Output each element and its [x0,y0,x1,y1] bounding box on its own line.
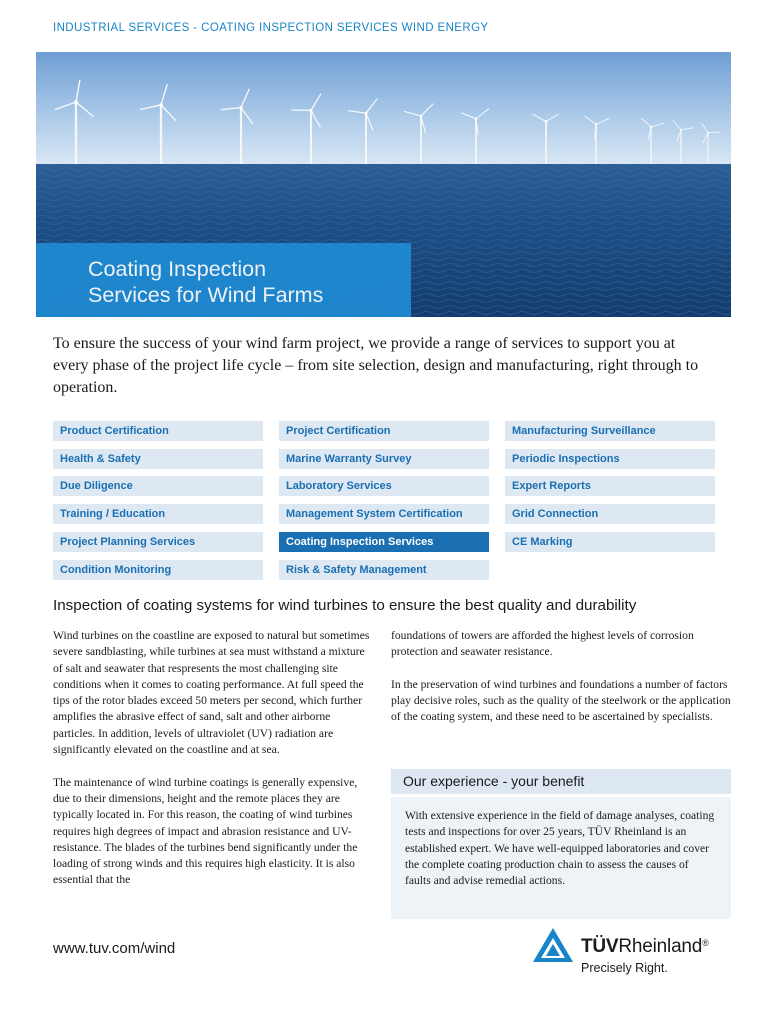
brand-name [581,936,709,958]
service-condition-monitoring[interactable]: Condition Monitoring [53,560,263,580]
brand-tuv: TÜV [581,936,619,957]
experience-title: Our experience - your benefit [403,773,585,789]
body-paragraph: The maintenance of wind turbine coatings is generally expensive, due to their dimensions, height and the remote places they are typically located in. For this reason, the coating of wind turbines requires high degrees of impact and abrasion resistance and UV-resistance. The blades of the turbines bend significantly under the loading of strong winds and this requires high elasticity. It is also essential that the [53,775,358,887]
service-risk-safety-management[interactable]: Risk & Safety Management [279,560,489,580]
service-coating-inspection-active[interactable]: Coating Inspection Services [279,532,489,552]
service-laboratory-services[interactable]: Laboratory Services [279,476,489,496]
intro-paragraph: To ensure the success of your wind farm project, we provide a range of services to support you at every phase of the project life cycle – from site selection, design and manufacturing, right through to operation. [53,335,699,396]
body-column-right [391,628,731,742]
hero-image [36,52,731,317]
footer-link[interactable]: www.tuv.com/wind [53,940,176,957]
section-heading: Inspection of coating systems for wind turbines to ensure the best quality and durability [53,597,637,614]
service-health-safety[interactable]: Health & Safety [53,449,263,469]
service-expert-reports[interactable]: Expert Reports [505,476,715,496]
experience-box [391,797,731,919]
service-grid-connection[interactable]: Grid Connection [505,504,715,524]
body-paragraph: Wind turbines on the coastline are exposed to natural but sometimes severe sandblasting, while turbines at sea must withstand a mixture of salt and seawater that respresents the most challenging site conditions when it comes to coating performance. At full speed the tips of the rotor blades exceed 50 meters per second, which further amplifies the abrasive effect of sand, salt and other airborne particles. In addition, levels of ultraviolet (UV) radiation are significantly elevated on the coastline and at sea. [53,629,370,757]
service-product-certification[interactable]: Product Certification [53,421,263,441]
body-column-left [53,628,375,905]
experience-title-bar [391,769,731,794]
brand-rheinland: Rheinland [618,936,703,957]
brand-tagline: Precisely Right. [581,961,668,975]
service-manufacturing-surveillance[interactable]: Manufacturing Surveillance [505,421,715,441]
tuv-rheinland-logo [531,926,731,982]
service-periodic-inspections[interactable]: Periodic Inspections [505,449,715,469]
body-paragraph: In the preservation of wind turbines and foundations a number of factors play decisive roles, such as the quality of the steelwork or the application of the coating system, and these need to be ascertained by specialists. [391,677,731,724]
service-project-planning[interactable]: Project Planning Services [53,532,263,552]
service-marine-warranty-survey[interactable]: Marine Warranty Survey [279,449,489,469]
registered-mark: ® [702,938,709,948]
hero-title-line2: Services for Wind Farms [88,283,324,307]
service-training-education[interactable]: Training / Education [53,504,263,524]
service-project-certification[interactable]: Project Certification [279,421,489,441]
experience-text: With extensive experience in the field of damage analyses, coating tests and inspections for over 25 years, TÜV Rheinland is an established expert. We have well-equipped laboratories and cover the complete coating production chain to assess the causes of faults and advise remedial actions. [405,809,715,888]
breadcrumb: INDUSTRIAL SERVICES - COATING INSPECTION SERVICES WIND ENERGY [53,22,489,34]
service-ce-marking[interactable]: CE Marking [505,532,715,552]
service-due-diligence[interactable]: Due Diligence [53,476,263,496]
body-paragraph: foundations of towers are afforded the highest levels of corrosion protection and seawater resistance. [391,629,694,659]
triangle-logo-icon [531,926,575,964]
hero-title-box [36,243,411,317]
hero-title-line1: Coating Inspection [88,257,267,281]
service-management-system-certification[interactable]: Management System Certification [279,504,489,524]
